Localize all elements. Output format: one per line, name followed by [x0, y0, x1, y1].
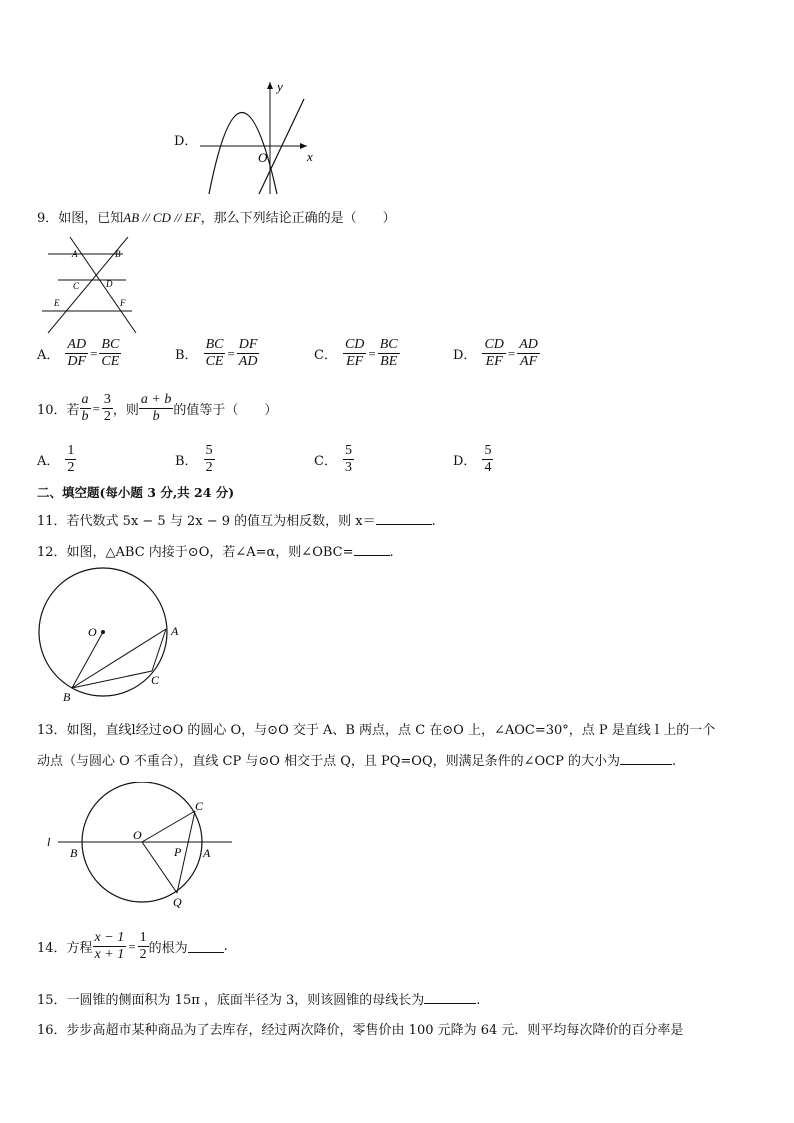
x-axis-arrow: [300, 143, 307, 149]
q12-answer-blank[interactable]: [354, 543, 390, 556]
segment-oq: [142, 842, 177, 893]
q10-option-c[interactable]: C． $\frac{5}{3}$: [314, 443, 352, 475]
q9-figure: [40, 233, 140, 333]
y-axis-arrow: [267, 82, 273, 89]
q15-answer-blank[interactable]: [424, 991, 476, 1004]
q13-figure: [40, 782, 240, 912]
q10-option-d[interactable]: D． $\frac{5}{4}$: [453, 443, 492, 475]
transversal-adf: [70, 237, 136, 333]
q14-answer-blank[interactable]: [188, 940, 224, 953]
segment-ob: [72, 632, 103, 688]
q8-option-d-graph: [195, 76, 320, 196]
point-d-label: D: [106, 279, 113, 289]
q9-option-d[interactable]: D． $\frac{CD}{EF}$ = $\frac{AD}{AF}$: [453, 337, 538, 369]
q9-condition: AB // CD // EF: [123, 210, 201, 225]
section-2-heading: 二、填空题(每小题 3 分,共 24 分): [37, 485, 235, 500]
point-e-label: E: [54, 298, 60, 308]
point-q-label: Q: [173, 895, 182, 909]
q10-option-b[interactable]: B． $\frac{5}{2}$: [175, 443, 213, 475]
point-o-label: O: [133, 828, 142, 842]
q10-stem: 10．若 $\frac{a}{b}$ = $\frac{3}{2}$ ，则 $\frac{a + b}{b}$ 的值等于（ ）: [37, 392, 278, 424]
point-a-label: A: [171, 624, 179, 638]
point-b-label: B: [115, 249, 121, 259]
q12-stem: 12．如图，△ABC 内接于⊙O，若∠A=α，则∠OBC= .: [37, 545, 394, 560]
q13-line2: 动点（与圆心 O 不重合），直线 CP 与⊙O 相交于点 Q，且 PQ=OQ，则满足条件的∠OCP 的大小为 .: [37, 754, 677, 769]
q9-stem: 9．如图，已知AB // CD // EF，那么下列结论正确的是（ ）: [37, 210, 396, 226]
point-p-label: P: [174, 845, 182, 859]
q9-option-a[interactable]: A． $\frac{AD}{DF}$ = $\frac{BC}{CE}$: [37, 337, 120, 369]
q11-stem: 11．若代数式 5x − 5 与 2x − 9 的值互为相反数，则 x＝ .: [37, 514, 436, 529]
q13-answer-blank[interactable]: [620, 752, 672, 765]
point-b-label: B: [63, 690, 71, 704]
q14-stem: 14．方程 $\frac{x - 1}{x + 1}$ = $\frac{1}{2}$ 的根为 .: [37, 930, 228, 962]
point-o-label: O: [88, 625, 97, 639]
point-c-label: C: [151, 673, 160, 687]
q8-option-d-label: D．: [174, 134, 198, 149]
q13-line1: 13．如图，直线l经过⊙O 的圆心 O，与⊙O 交于 A、B 两点，点 C 在⊙O 上，∠AOC=30°，点 P 是直线 l 上的一个: [37, 723, 716, 738]
y-axis-label: y: [277, 79, 283, 94]
q15-stem: 15．一圆锥的侧面积为 15π ，底面半径为 3，则该圆锥的母线长为 .: [37, 993, 481, 1008]
origin-label: O: [258, 150, 268, 165]
segment-oc: [142, 811, 195, 842]
point-f-label: F: [120, 298, 126, 308]
q9-option-c[interactable]: C． $\frac{CD}{EF}$ = $\frac{BC}{BE}$: [314, 337, 398, 369]
point-a-label: A: [203, 846, 211, 860]
point-b-label: B: [70, 846, 78, 860]
q9-option-b[interactable]: B． $\frac{BC}{CE}$ = $\frac{DF}{AD}$: [175, 337, 258, 369]
point-a-label: A: [72, 249, 78, 259]
x-axis-label: x: [307, 149, 313, 164]
point-c-label: C: [73, 281, 80, 291]
segment-bc: [72, 671, 152, 688]
q16-stem: 16．步步高超市某种商品为了去库存，经过两次降价，零售价由 100 元降为 64 元．则平均每次降价的百分率是: [37, 1023, 684, 1038]
q12-figure: [30, 564, 200, 709]
q11-answer-blank[interactable]: [376, 512, 432, 525]
q10-option-a[interactable]: A． $\frac{1}{2}$: [37, 443, 75, 475]
line-l-label: l: [47, 835, 51, 849]
point-c-label: C: [195, 799, 204, 813]
